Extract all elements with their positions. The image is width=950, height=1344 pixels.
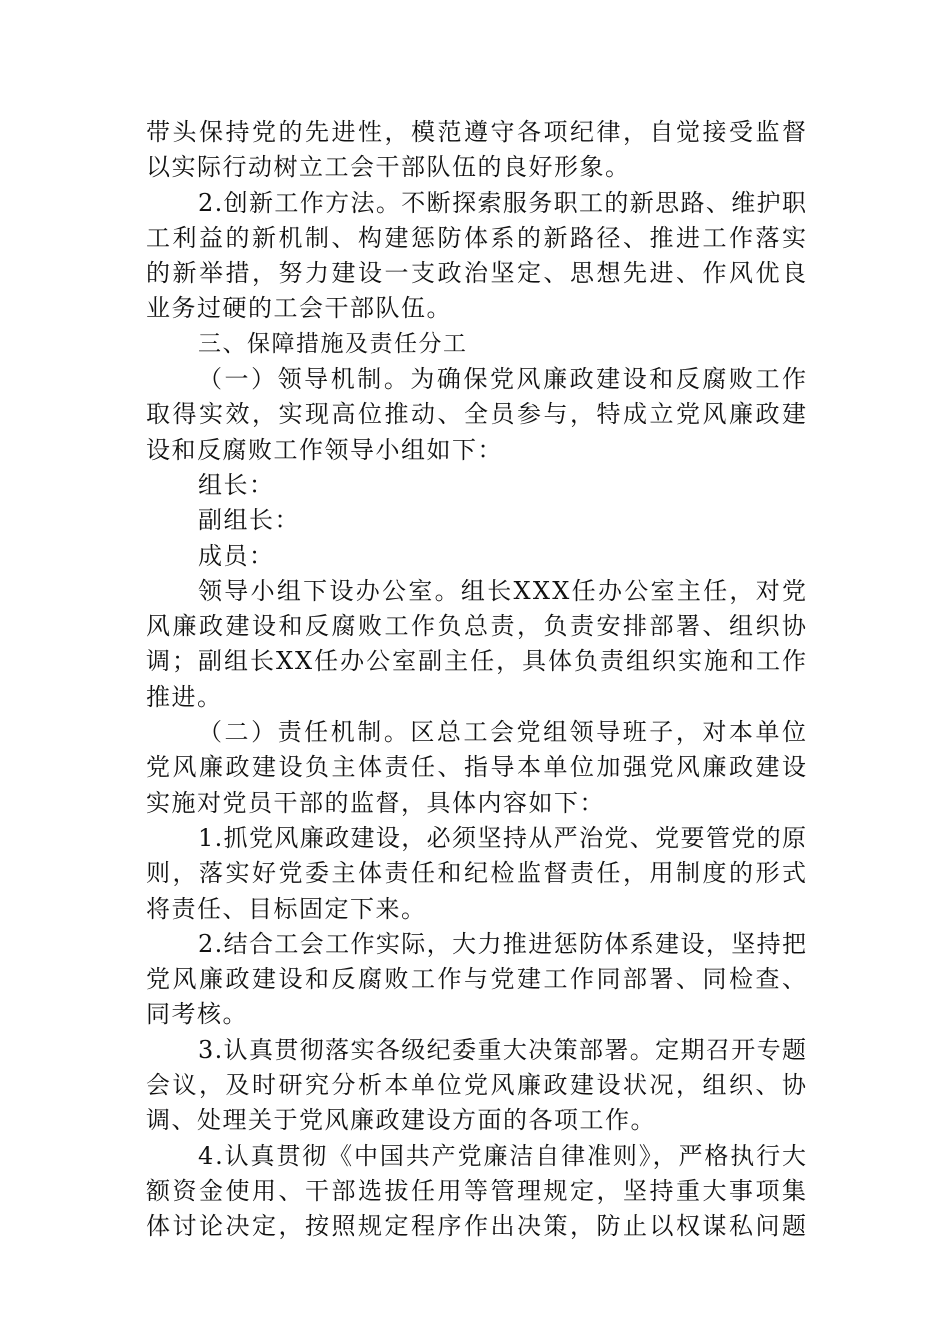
text-line: 推进。 [146,682,223,711]
text-line: 工利益的新机制、构建惩防体系的新路径、推进工作落实 [146,223,809,252]
text-line: 将责任、目标固定下来。 [146,894,427,923]
text-line: 2.结合工会工作实际，大力推进惩防体系建设，坚持把 [198,929,808,958]
text-line: 会议，及时研究分析本单位党风廉政建设状况，组织、协 [146,1071,809,1100]
text-line: 党风廉政建设和反腐败工作与党建工作同部署、同检查、 [146,965,809,994]
text-line: 同考核。 [146,1000,248,1029]
text-line: （二）责任机制。区总工会党组领导班子，对本单位 [198,718,809,747]
text-line: 额资金使用、干部选拔任用等管理规定，坚持重大事项集 [146,1176,809,1205]
text-line: 取得实效，实现高位推动、全员参与，特成立党风廉政建 [146,400,809,429]
text-line: 4.认真贯彻《中国共产党廉洁自律准则》，严格执行大 [198,1141,808,1170]
text-line: 设和反腐败工作领导小组如下： [146,435,503,464]
text-line: （一）领导机制。为确保党风廉政建设和反腐败工作 [198,365,809,394]
text-line: 体讨论决定，按照规定程序作出决策，防止以权谋私问题 [146,1212,809,1241]
text-line: 的新举措，努力建设一支政治坚定、思想先进、作风优良 [146,259,809,288]
text-line: 风廉政建设和反腐败工作负总责，负责安排部署、组织协 [146,612,809,641]
document-body [146,115,809,1245]
text-line: 副组长： [198,506,300,535]
text-line: 业务过硬的工会干部队伍。 [146,294,452,323]
text-line: 成员： [198,541,275,570]
text-line: 组长： [198,470,275,499]
text-line: 实施对党员干部的监督，具体内容如下： [146,788,605,817]
section-heading: 三、保障措施及责任分工 [198,330,468,357]
text-line: 调；副组长XX任办公室副主任，具体负责组织实施和工作 [146,647,808,676]
text-line: 带头保持党的先进性，模范遵守各项纪律，自觉接受监督 [146,118,809,146]
text-line: 领导小组下设办公室。组长XXX任办公室主任，对党 [198,576,809,605]
text-line: 1.抓党风廉政建设，必须坚持从严治党、党要管党的原 [198,823,808,852]
text-line: 以实际行动树立工会干部队伍的良好形象。 [146,153,631,182]
text-line: 2.创新工作方法。不断探索服务职工的新思路、维护职 [198,188,808,217]
text-line: 则，落实好党委主体责任和纪检监督责任，用制度的形式 [146,859,809,888]
text-line: 3.认真贯彻落实各级纪委重大决策部署。定期召开专题 [198,1035,808,1064]
text-line: 党风廉政建设负主体责任、指导本单位加强党风廉政建设 [146,753,809,782]
text-line: 调、处理关于党风廉政建设方面的各项工作。 [146,1106,656,1135]
